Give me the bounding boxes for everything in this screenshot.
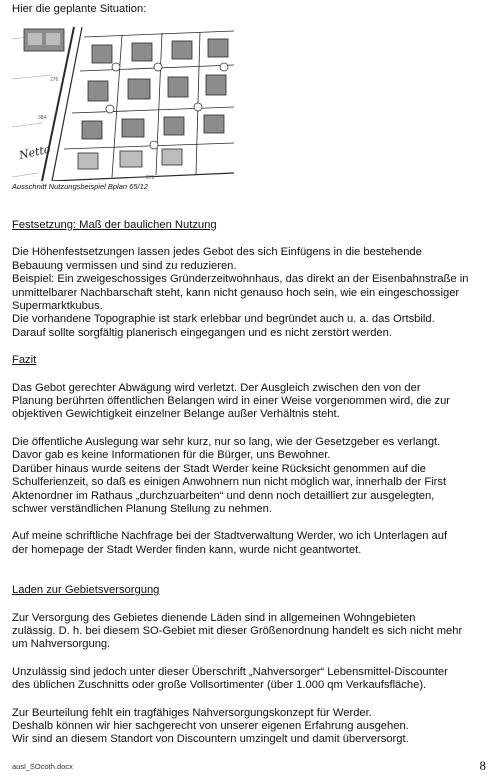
section-heading: Festsetzung: Maß der baulichen Nutzung bbox=[12, 219, 217, 231]
text-line: Die Höhenfestsetzungen lassen jedes Gebot des sich Einfügens in die bestehende bbox=[12, 246, 422, 259]
site-plan-map bbox=[12, 27, 234, 181]
intro-text: Hier die geplante Situation: bbox=[12, 3, 147, 15]
text-line: Aktenordner im Rathaus „durchzuarbeiten“ und denn noch detailliert zur ausgelegten, bbox=[12, 489, 435, 502]
map-label-279: 279 bbox=[146, 175, 155, 181]
document-body bbox=[12, 219, 492, 747]
page-number: 8 bbox=[479, 758, 486, 773]
text-line: unmittelbarer Nachbarschaft steht, kann nicht genauso hoch sein, wie ein eingeschossiger bbox=[12, 286, 460, 299]
text-line: Deshalb können wir hier sachgerecht von unserer eigenen Erfahrung ausgehen. bbox=[12, 719, 409, 732]
section-heading: Fazit bbox=[12, 354, 37, 367]
text-line: um Nahversorgung. bbox=[12, 638, 111, 651]
map-label-384: 384 bbox=[38, 115, 47, 121]
text-line: Zur Beurteilung fehlt ein tragfähiges Nahversorgungskonzept für Werder. bbox=[12, 706, 372, 719]
map-caption: Ausschnitt Nutzungsbeispiel Bplan 65/12 bbox=[12, 182, 148, 191]
text-line: Unzulässig sind jedoch unter dieser Überschrift „Nahversorger“ Lebensmittel-Discounter bbox=[12, 665, 448, 678]
text-line: Die vorhandene Topographie ist stark erlebbar und begründet auch u. a. das Ortsbild. bbox=[12, 313, 435, 326]
text-line: Darauf sollte sorgfältig planerisch eingegangen und es nicht zerstört werden. bbox=[12, 326, 392, 339]
text-line: Auf meine schriftliche Nachfrage bei der Stadtverwaltung Werder, wo ich Unterlagen auf bbox=[12, 530, 448, 543]
text-line: Beispiel: Ein zweigeschossiges Gründerzeitwohnhaus, das direkt an der Eisenbahnstraße in bbox=[12, 273, 469, 286]
text-line: Bebauung vermissen und sind zu reduzieren. bbox=[12, 259, 237, 272]
text-line: Schulferienzeit, so daß es einigen Anwohnern nun nicht möglich war, innerhalb der First bbox=[12, 476, 447, 489]
text-line: der homepage der Stadt Werder finden kann, wurde nicht geantwortet. bbox=[12, 543, 362, 556]
text-line: Wir sind an diesem Standort von Discountern umzingelt und damit überversorgt. bbox=[12, 733, 409, 746]
file-name-footer: ausl_SOcoth.docx bbox=[12, 762, 73, 771]
text-line: Darüber hinaus wurde seitens der Stadt Werder keine Rücksicht genommen auf die bbox=[12, 462, 426, 475]
text-line: schwer verständlichen Planung Stellung zu nehmen. bbox=[12, 502, 272, 515]
section-heading: Laden zur Gebietsversorgung bbox=[12, 584, 160, 597]
text-line: des üblichen Zuschnitts oder große Vollsortimenter (über 1.000 qm Verkaufsfläche). bbox=[12, 679, 427, 692]
text-line: Planung berührten öffentlichen Belangen wird in einer Weise vorgenommen wird, die zur bbox=[12, 395, 451, 408]
text-line: zulässig. D. h. bei diesem SO-Gebiet mit dieser Größenordnung handelt es sich nicht mehr bbox=[12, 624, 463, 637]
building-cluster-top bbox=[24, 29, 64, 51]
text-line: Das Gebot gerechter Abwägung wird verletzt. Der Ausgleich zwischen den von der bbox=[12, 381, 421, 394]
text-line: Davor gab es keine Informationen für die Bürger, uns Bewohner. bbox=[12, 449, 331, 462]
text-line: Supermarktkubus. bbox=[12, 300, 103, 313]
map-label-276: 276 bbox=[50, 77, 59, 83]
text-line: Die öffentliche Auslegung war sehr kurz, nur so lang, wie der Gesetzgeber es verlangt. bbox=[12, 435, 441, 448]
map-label-netto: Netto bbox=[17, 142, 52, 162]
text-line: Zur Versorgung des Gebietes dienende Läden sind in allgemeinen Wohngebieten bbox=[12, 611, 416, 624]
text-line: objektiven Gewichtigkeit einzelner Belange außer Verhältnis steht. bbox=[12, 408, 340, 421]
